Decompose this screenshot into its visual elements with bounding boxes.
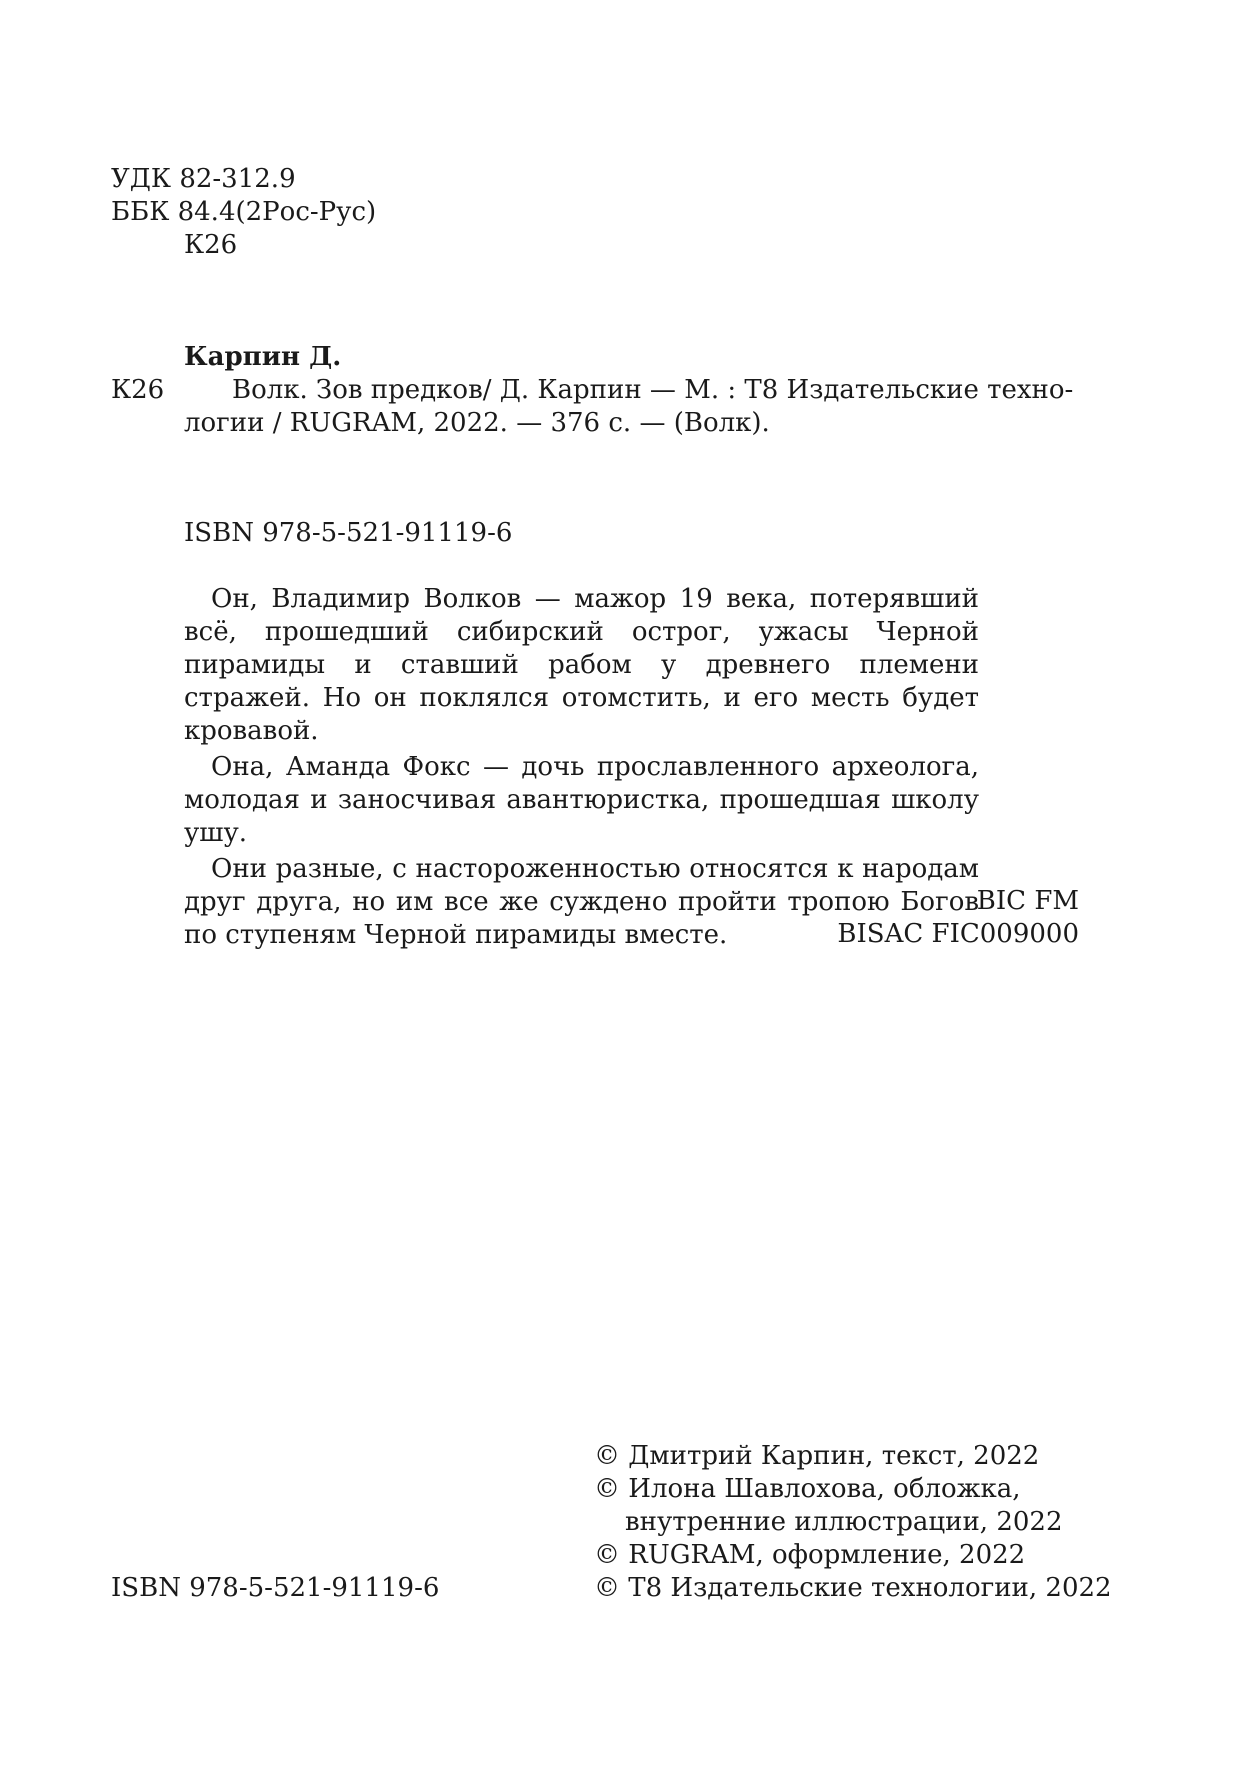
copyright-publisher: © Т8 Издательские технологии, 2022 [594, 1573, 1112, 1603]
isbn-bottom: ISBN 978-5-521-91119-6 [111, 1573, 440, 1603]
author-sign: К26 [184, 230, 238, 260]
copyright-cover: © Илона Шавлохова, обложка, [594, 1474, 1021, 1504]
bic-code: BIC FM [976, 886, 1079, 916]
annotation-paragraph-1: Он, Владимир Волков — мажор 19 века, потерявший всё, прошедший сибирский острог, ужасы Черной пирамиды и ставший рабом у древнего племени стражей. Но он поклялся отомстить, и его месть будет кровавой. [184, 584, 979, 746]
bisac-code: BISAC FIC009000 [837, 919, 1079, 949]
bbk-code: ББК 84.4(2Рос-Рус) [111, 197, 377, 227]
classification-block [111, 163, 376, 262]
copyright-text: © Дмитрий Карпин, текст, 2022 [594, 1441, 1040, 1471]
subject-codes [779, 885, 1079, 951]
record-sign: К26 [111, 375, 165, 405]
annotation-paragraph-2: Она, Аманда Фокс — дочь прославленного археолога, молодая и заносчивая авантюристка, прошедшая школу ушу. [184, 752, 979, 848]
udk-code: УДК 82-312.9 [111, 164, 296, 194]
copyright-illustrations: внутренние иллюстрации, 2022 [625, 1507, 1063, 1537]
annotation-paragraph-3: Они разные, с настороженностью относятся к народам друг друга, но им все же суждено пройти тропою Богов по ступеням Черной пирамиды вместе. [184, 854, 979, 950]
isbn-top: ISBN 978-5-521-91119-6 [184, 518, 513, 548]
copyright-design: © RUGRAM, оформление, 2022 [594, 1540, 1026, 1570]
copyright-block [594, 1440, 1112, 1605]
record-line-1: Волк. Зов предков/ Д. Карпин — М. : Т8 Издательские техно- [232, 375, 1074, 405]
author-name: Карпин Д. [184, 342, 342, 372]
record-line-2: логии / RUGRAM, 2022. — 376 с. — (Волк). [184, 408, 770, 438]
